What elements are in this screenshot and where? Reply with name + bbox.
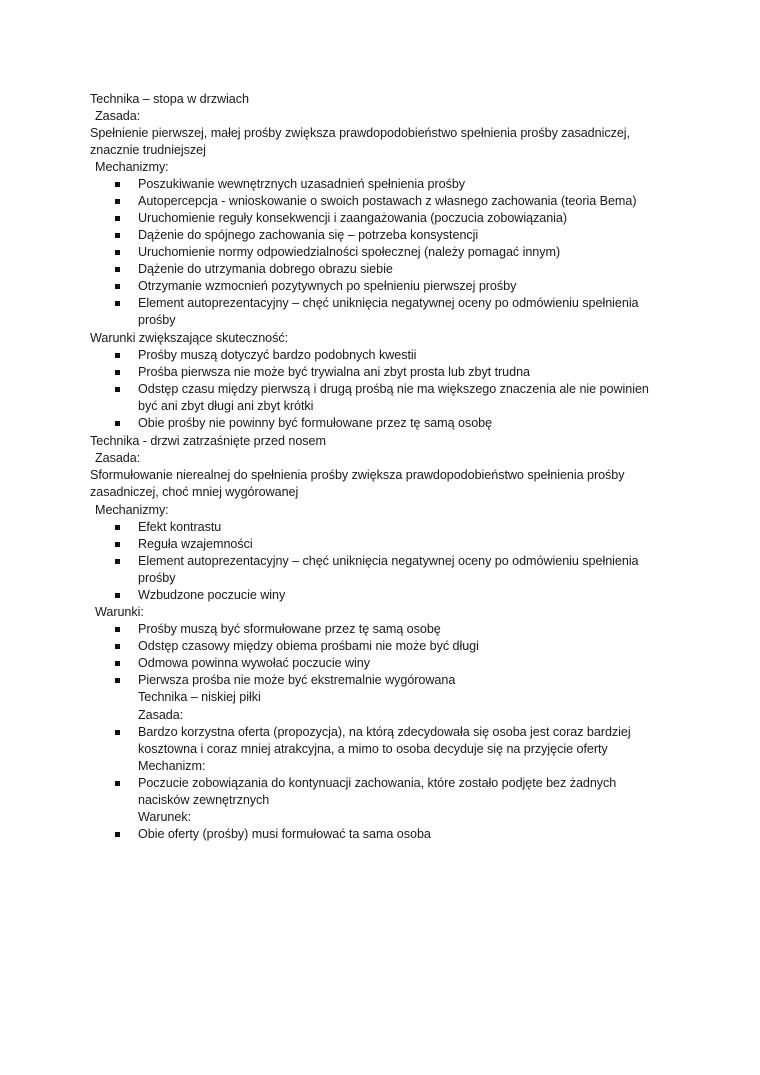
bullet-icon: [115, 593, 120, 598]
bullet-icon: [115, 267, 120, 272]
principle-text-line: Spełnienie pierwszej, małej prośby zwiększa prawdopodobieństwo spełnienia prośby zasadniczej,: [90, 126, 630, 140]
list-item-continuation: prośby: [138, 313, 176, 327]
mechanisms-label: Mechanizmy:: [95, 160, 169, 174]
bullet-icon: [115, 627, 120, 632]
list-item: Prośby muszą być sformułowane przez tę samą osobę: [138, 622, 441, 636]
principle-text-line: Sformułowanie nierealnej do spełnienia prośby zwiększa prawdopodobieństwo spełnienia prośby: [90, 468, 625, 482]
bullet-icon: [115, 216, 120, 221]
section-title-door-in-face: Technika - drzwi zatrzaśnięte przed nosem: [90, 434, 326, 448]
bullet-icon: [115, 832, 120, 837]
list-item: Prośby muszą dotyczyć bardzo podobnych kwestii: [138, 348, 417, 362]
bullet-icon: [115, 542, 120, 547]
list-item: Dążenie do utrzymania dobrego obrazu siebie: [138, 262, 393, 276]
bullet-icon: [115, 644, 120, 649]
condition-label: Warunek:: [138, 810, 192, 824]
bullet-icon: [115, 250, 120, 255]
bullet-icon: [115, 301, 120, 306]
bullet-icon: [115, 559, 120, 564]
principle-label: Zasada:: [95, 451, 141, 465]
bullet-icon: [115, 678, 120, 683]
bullet-icon: [115, 353, 120, 358]
list-item: Odstęp czasowy między obiema prośbami nie może być długi: [138, 639, 479, 653]
list-item: Dążenie do spójnego zachowania się – potrzeba konsystencji: [138, 228, 479, 242]
bullet-icon: [115, 370, 120, 375]
list-item: Uruchomienie normy odpowiedzialności społecznej (należy pomagać innym): [138, 245, 561, 259]
list-item: Otrzymanie wzmocnień pozytywnych po spełnieniu pierwszej prośby: [138, 279, 517, 293]
mechanisms-label: Mechanizmy:: [95, 503, 169, 517]
list-item: Reguła wzajemności: [138, 537, 253, 551]
list-item: Obie oferty (prośby) musi formułować ta sama osoba: [138, 827, 431, 841]
conditions-label: Warunki:: [95, 605, 144, 619]
bullet-icon: [115, 199, 120, 204]
list-item: Wzbudzone poczucie winy: [138, 588, 286, 602]
list-item: Obie prośby nie powinny być formułowane przez tę samą osobę: [138, 416, 493, 430]
bullet-icon: [115, 233, 120, 238]
list-item: Odstęp czasu między pierwszą i drugą prośbą nie ma większego znaczenia ale nie powinien: [138, 382, 649, 396]
conditions-label: Warunki zwiększające skuteczność:: [90, 331, 289, 345]
mechanism-label: Mechanizm:: [138, 759, 206, 773]
list-item: Efekt kontrastu: [138, 520, 222, 534]
bullet-icon: [115, 661, 120, 666]
bullet-icon: [115, 730, 120, 735]
list-item: Bardzo korzystna oferta (propozycja), na którą zdecydowała się osoba jest coraz bardziej: [138, 725, 631, 739]
section-title-foot-in-door: Technika – stopa w drzwiach: [90, 92, 249, 106]
principle-text-line: znacznie trudniejszej: [90, 143, 206, 157]
bullet-icon: [115, 284, 120, 289]
list-item: Pierwsza prośba nie może być ekstremalnie wygórowana: [138, 673, 456, 687]
list-item: Odmowa powinna wywołać poczucie winy: [138, 656, 370, 670]
list-item: Poszukiwanie wewnętrznych uzasadnień spełnienia prośby: [138, 177, 466, 191]
bullet-icon: [115, 182, 120, 187]
section-title-low-ball: Technika – niskiej piłki: [138, 690, 261, 704]
list-item-continuation: nacisków zewnętrznych: [138, 793, 270, 807]
list-item-continuation: kosztowna i coraz mniej atrakcyjna, a mimo to osoba decyduje się na przyjęcie oferty: [138, 742, 608, 756]
principle-label: Zasada:: [95, 109, 141, 123]
principle-text-line: zasadniczej, choć mniej wygórowanej: [90, 485, 299, 499]
bullet-icon: [115, 525, 120, 530]
list-item-continuation: prośby: [138, 571, 176, 585]
list-item: Prośba pierwsza nie może być trywialna ani zbyt prosta lub zbyt trudna: [138, 365, 530, 379]
principle-label: Zasada:: [138, 708, 184, 722]
bullet-icon: [115, 781, 120, 786]
bullet-icon: [115, 421, 120, 426]
list-item: Element autoprezentacyjny – chęć uniknięcia negatywnej oceny po odmówieniu spełnienia: [138, 296, 639, 310]
list-item: Autopercepcja - wnioskowanie o swoich postawach z własnego zachowania (teoria Bema): [138, 194, 637, 208]
bullet-icon: [115, 387, 120, 392]
list-item: Element autoprezentacyjny – chęć uniknięcia negatywnej oceny po odmówieniu spełnienia: [138, 554, 639, 568]
list-item: Uruchomienie reguły konsekwencji i zaangażowania (poczucia zobowiązania): [138, 211, 568, 225]
list-item-continuation: być ani zbyt długi ani zbyt krótki: [138, 399, 314, 413]
list-item: Poczucie zobowiązania do kontynuacji zachowania, które zostało podjęte bez żadnych: [138, 776, 617, 790]
